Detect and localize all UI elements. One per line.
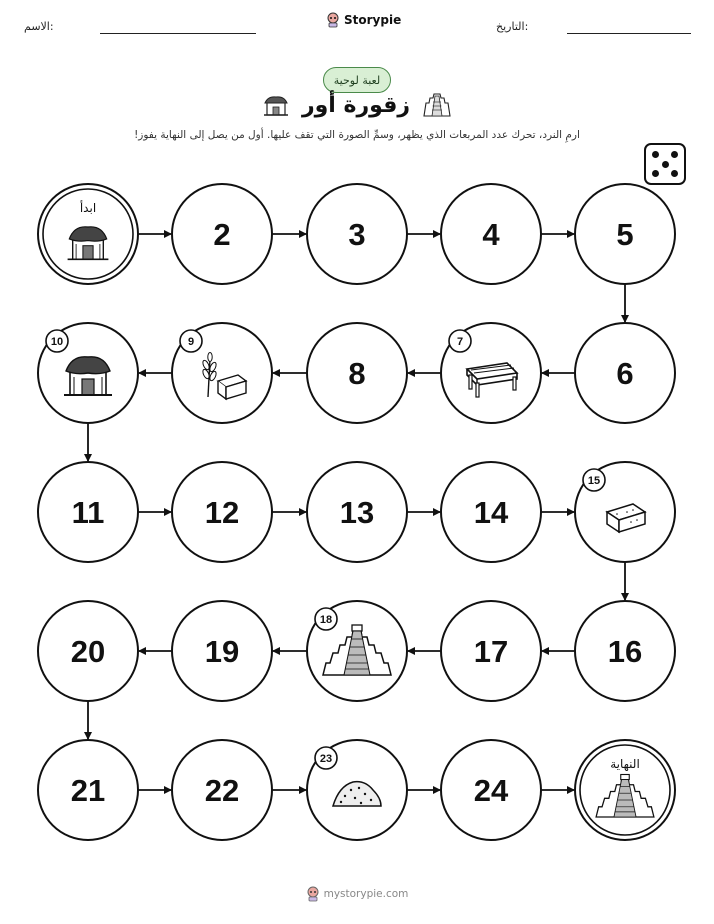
cell-number: 20	[70, 634, 106, 669]
cell-number-small: 9	[187, 336, 195, 348]
board-cell-22	[172, 740, 272, 840]
cell-number: 5	[616, 217, 634, 252]
board-cell-19	[172, 601, 272, 701]
board-cell-21	[38, 740, 138, 840]
cell-number: 6	[616, 356, 634, 391]
board-cell-9	[172, 323, 272, 423]
cell-number: 19	[204, 634, 240, 669]
board-cell-2	[172, 184, 272, 284]
board-cell-4	[441, 184, 541, 284]
board-cell-12	[172, 462, 272, 562]
date-label: التاريخ:	[496, 20, 529, 33]
cell-number: 24	[473, 773, 509, 808]
cell-number: 13	[339, 495, 375, 530]
ziggurat-temple-icon	[64, 357, 112, 395]
end-label: النهاية	[610, 757, 640, 771]
cell-number: 22	[204, 773, 240, 808]
board-cell-6	[575, 323, 675, 423]
cell-number: 16	[607, 634, 643, 669]
board-cell-11	[38, 462, 138, 562]
board-game-badge: لعبة لوحية	[323, 67, 391, 93]
cell-number: 14	[473, 495, 509, 530]
board-cell-20	[38, 601, 138, 701]
ziggurat-temple-icon	[68, 227, 109, 259]
cell-number: 17	[473, 634, 509, 669]
board-cell-24	[441, 740, 541, 840]
board-cell-18	[307, 601, 407, 701]
cell-number: 2	[213, 217, 231, 252]
cell-number-small: 23	[319, 753, 333, 765]
board-cell-10	[38, 323, 138, 423]
footer	[0, 886, 714, 902]
cell-number: 4	[482, 217, 500, 252]
board-cell-7	[441, 323, 541, 423]
board-cell-16	[575, 601, 675, 701]
start-label: ابدأ	[79, 201, 97, 215]
cell-number: 11	[71, 495, 105, 530]
cell-number: 21	[70, 773, 106, 808]
board-cell-15	[575, 462, 675, 562]
footer-site: mystorypie.com	[323, 888, 409, 900]
name-label: الاسم:	[24, 20, 54, 33]
cell-number-small: 15	[587, 475, 601, 487]
board-cell-13	[307, 462, 407, 562]
cell-number-small: 18	[319, 614, 333, 626]
board-cell-23	[307, 740, 407, 840]
board-cell-17	[441, 601, 541, 701]
board-cell-5	[575, 184, 675, 284]
board-cell-25	[575, 740, 675, 840]
cell-number: 8	[348, 356, 366, 391]
board-cell-14	[441, 462, 541, 562]
board-cell-1	[38, 184, 138, 284]
storypie-mascot-icon	[306, 886, 320, 902]
board-cell-3	[307, 184, 407, 284]
cell-number: 12	[204, 495, 240, 530]
instructions-text: ارمِ النرد، تحرك عدد المربعات الذي يظهر، وسمِّ الصورة التي تقف عليها. أول من يصل إلى النهاية يفوز!	[134, 129, 580, 141]
cell-number-small: 10	[50, 336, 64, 348]
cell-number-small: 7	[456, 336, 464, 348]
cell-number: 3	[348, 217, 366, 252]
brand-name: Storypie	[344, 13, 402, 27]
page-title: زقورة أور	[301, 92, 411, 118]
board-cell-8	[307, 323, 407, 423]
